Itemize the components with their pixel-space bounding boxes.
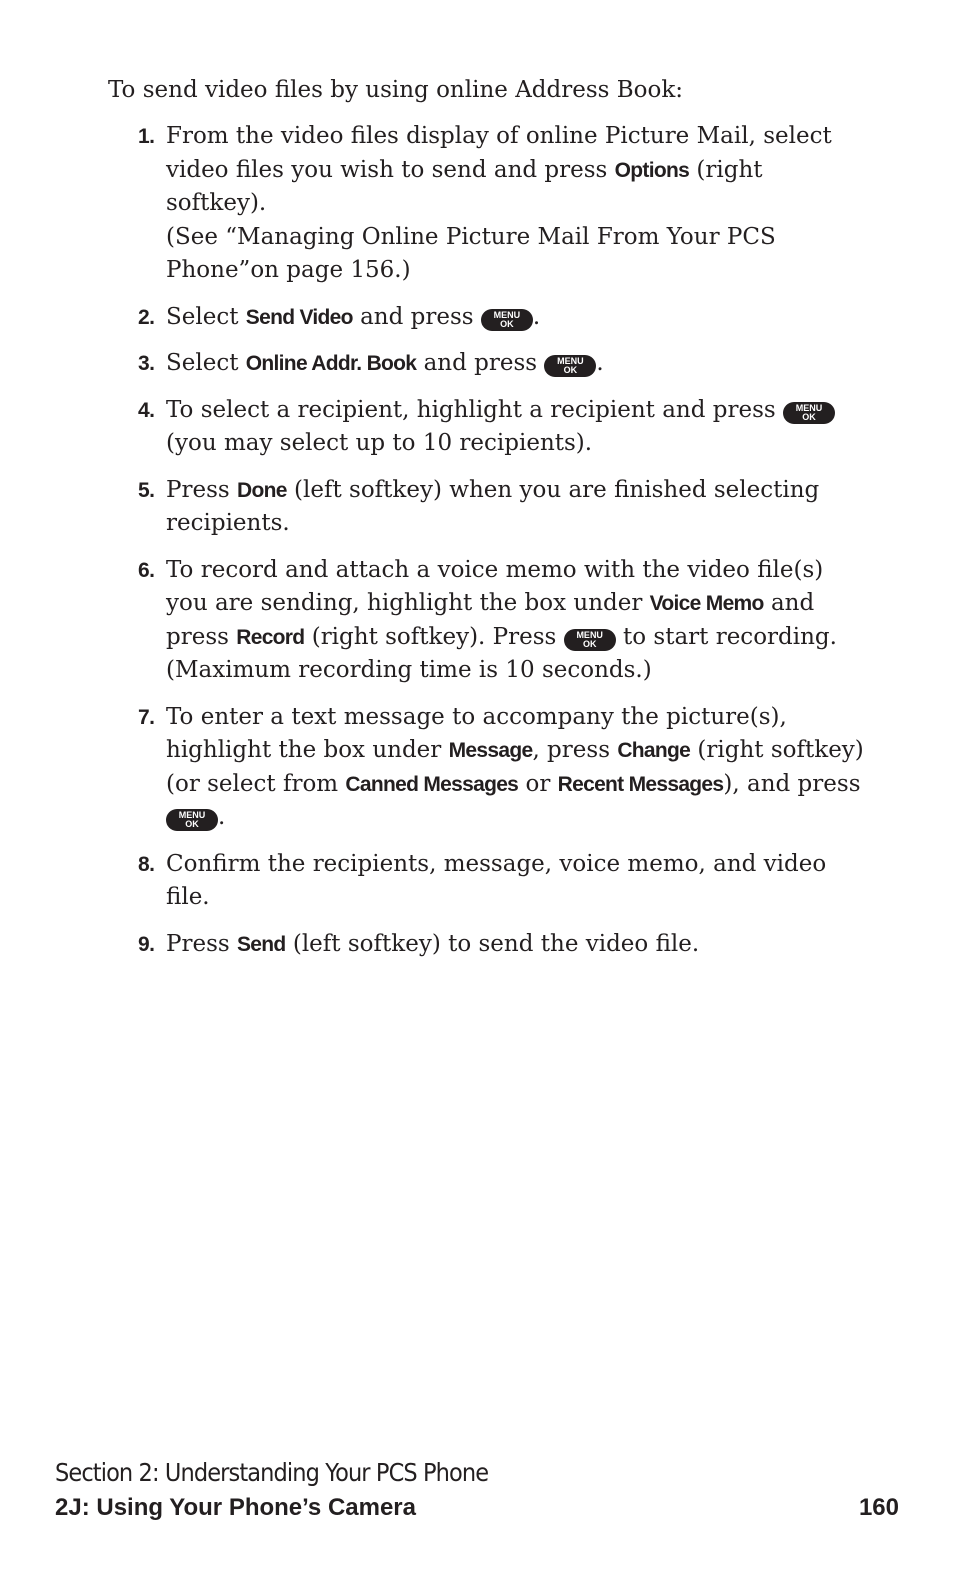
keyword-send-video: Send Video [245, 305, 353, 329]
keyword-change: Change [617, 739, 691, 762]
page-number: 160 [858, 1494, 899, 1521]
step-text: (left softkey) to send the video file. [285, 930, 700, 957]
step-text: To enter a text message to accompany the picture(s), highlight the box under [166, 703, 787, 763]
step-number: 3. [138, 352, 155, 375]
step-text: Confirm the recipients, message, voice memo, and video file. [166, 850, 827, 910]
step-4 [138, 394, 868, 461]
keyword-message: Message [448, 739, 533, 762]
step-text: and press [416, 350, 545, 376]
step-text: (right softkey) (or select from [166, 737, 864, 797]
keyword-online-addr-book: Online Addr. Book [245, 352, 417, 375]
step-text: or [518, 770, 558, 797]
step-number: 8. [138, 852, 155, 876]
keyword-options: Options [614, 158, 690, 182]
keyword-canned-messages: Canned Messages [345, 772, 519, 796]
step-2 [138, 301, 868, 335]
footer-section-title: Section 2: Understanding Your PCS Phone [55, 1458, 489, 1487]
step-text: . [596, 350, 604, 376]
step-text: . [532, 303, 541, 330]
step-text: Select [166, 303, 246, 330]
step-note: (See “Managing Online Picture Mail From Your PCS Phone”on page 156.) [166, 223, 776, 283]
step-7 [138, 701, 868, 835]
step-number: 5. [138, 478, 155, 502]
keyword-voice-memo: Voice Memo [649, 592, 764, 615]
step-text: (right softkey). Press [304, 623, 564, 650]
keyword-send: Send [237, 932, 286, 956]
keyword-done: Done [237, 478, 287, 502]
step-text: To select a recipient, highlight a recipient and press [166, 396, 784, 423]
step-text: (you may select up to 10 recipients). [166, 430, 593, 456]
intro-text: To send video files by using online Address Book: [108, 77, 684, 103]
step-text: To record and attach a voice memo with the video file(s) you are sending, highlight the box under [166, 556, 824, 616]
step-text: and press [166, 590, 815, 650]
step-text: , press [532, 737, 618, 763]
keyword-recent-messages: Recent Messages [557, 772, 724, 796]
step-text: to start recording. (Maximum recording time is 10 seconds.) [166, 623, 837, 683]
step-number: 7. [138, 705, 155, 729]
step-number: 1. [138, 125, 155, 148]
step-text: Select [166, 350, 246, 376]
step-text: and press [352, 303, 481, 330]
menu-ok-key-icon: MENU OK [166, 809, 218, 831]
menu-ok-key-icon: MENU OK [544, 355, 596, 377]
step-8 [138, 848, 868, 915]
step-text: (right softkey). [166, 156, 763, 216]
step-text: ), and press [723, 770, 861, 797]
step-text: Press [166, 930, 237, 957]
footer-chapter-title: 2J: Using Your Phone’s Camera [55, 1494, 416, 1521]
step-3 [138, 347, 868, 381]
menu-ok-key-icon: MENU OK [564, 629, 616, 651]
step-text: . [218, 804, 226, 830]
step-text: From the video files display of online Picture Mail, select video files you wish to send and press [166, 123, 832, 183]
step-text: Press [166, 476, 237, 503]
menu-ok-key-icon: MENU OK [481, 309, 533, 331]
step-text: (left softkey) when you are finished selecting recipients. [166, 476, 820, 536]
step-number: 6. [138, 558, 155, 582]
step-number: 9. [138, 932, 155, 956]
step-6 [138, 554, 868, 688]
step-5 [138, 474, 868, 541]
menu-ok-key-icon: MENU OK [783, 402, 835, 424]
steps-list [138, 120, 868, 974]
step-9 [138, 928, 868, 962]
step-number: 4. [138, 398, 155, 422]
step-number: 2. [138, 305, 155, 329]
step-1 [138, 120, 868, 288]
keyword-record: Record [236, 625, 305, 649]
